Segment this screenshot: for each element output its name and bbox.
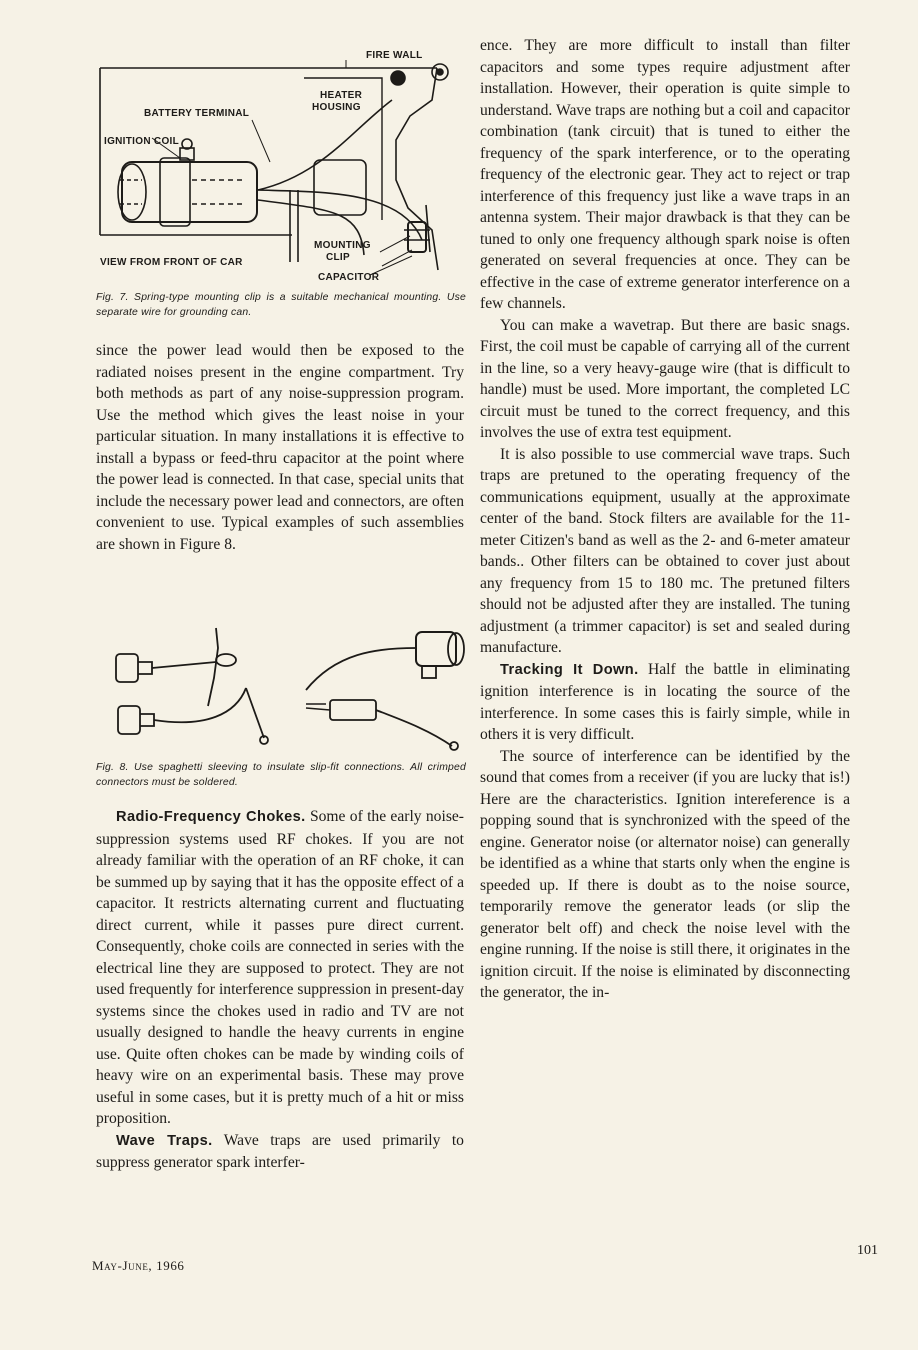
issue-date: May-June, 1966 bbox=[92, 1258, 185, 1273]
right-column bbox=[480, 35, 850, 1004]
page-number: 101 bbox=[857, 1243, 878, 1258]
figure-8-caption: Fig. 8. Use spaghetti sleeving to insulate slip-fit connections. All crimped connectors must be soldered. bbox=[96, 762, 466, 788]
rf-chokes-heading: Radio-Frequency Chokes. bbox=[116, 809, 306, 825]
label-battery-terminal: BATTERY TERMINAL bbox=[144, 108, 250, 119]
label-housing: HOUSING bbox=[312, 102, 361, 113]
label-clip: CLIP bbox=[326, 252, 350, 263]
figure-7-drawing bbox=[92, 40, 464, 285]
figure-7-caption: Fig. 7. Spring-type mounting clip is a suitable mechanical mounting. Use separate wire for grounding can. bbox=[96, 292, 466, 318]
rf-chokes-paragraph bbox=[96, 806, 464, 1130]
figure-7-caption-block bbox=[96, 290, 466, 320]
wave-traps-heading: Wave Traps. bbox=[116, 1132, 213, 1149]
label-ignition-coil: IGNITION COIL bbox=[104, 136, 180, 147]
figure-8-caption-block bbox=[96, 760, 466, 790]
right-paragraph-3: It is also possible to use commercial wave traps. Such traps are pretuned to the operating frequency of the communications equipment, usually at the approximate center of the band. Stock filters are available for the 11-meter Citizen's band as well as the 2- and 6-meter amateur bands.. Other filters can be obtained to cover just about any frequency from 15 to 180 mc. The pretuned filters should not be adjusted after they are installed. The tuning adjustment (a trimmer capacitor) is set and sealed during manufacture. bbox=[480, 445, 850, 656]
label-fire-wall: FIRE WALL bbox=[366, 50, 423, 61]
left-column-bottom bbox=[96, 806, 464, 1174]
tracking-paragraph bbox=[480, 659, 850, 746]
tracking-text: Half the battle in eliminating ignition interference is in locating the source of the interference. In some cases this is fairly simple, while in others it is very difficult. bbox=[480, 660, 850, 743]
right-paragraph-5: The source of interference can be identified by the sound that comes from a receiver (if you are lucky that is!) Here are the characteristics. Ignition intereference is a popping sound that is synchronized with the speed of the engine. Generator noise (or alternator noise) can generally be identified as a whine that starts only when the engine is speeded up. If there is doubt as to the noise source, temporarily remove the generator leads (or slip the generator belt off) and check the noise level with the engine running. If the noise is still there, it originates in the ignition circuit. If the noise is eliminated by disconnecting the generator, the in- bbox=[480, 747, 850, 1001]
right-paragraph-2: You can make a wavetrap. But there are basic snags. First, the coil must be capable of carrying all of the current in the line, so a very heavy-gauge wire (that is difficult to handle) must be used. More important, the completed LC circuit must be tuned to the correct frequency, and this involves the use of extra test equipment. bbox=[480, 316, 850, 441]
label-view: VIEW FROM FRONT OF CAR bbox=[100, 257, 243, 268]
figure-8 bbox=[96, 618, 468, 756]
wave-traps-text: Wave traps are used primarily to suppress generator spark interfer- bbox=[96, 1131, 464, 1171]
right-paragraph-1: ence. They are more difficult to install than filter capacitors and some types require adjustment after installation. However, their operation is quite simple to understand. Wave traps are nothing but a coil and capacitor combination (tank circuit) that is tuned to either the frequency of the spark interference, or to the operating frequency of the electronic gear. They act to reject or trap interference of this frequency just like a wave traps in an antenna system. Their major drawback is that they can be tuned to only one frequency although spark noise is often generated on several frequencies at once. They can be effective in the case of extreme generator interference on a few channels. bbox=[480, 37, 850, 312]
wave-traps-paragraph bbox=[96, 1130, 464, 1174]
label-capacitor: CAPACITOR bbox=[318, 272, 380, 283]
label-heater: HEATER bbox=[320, 90, 363, 101]
rf-chokes-text: Some of the early noise-suppression systems used RF chokes. If you are not already familiar with the operation of an RF choke, it can be summed up by saying that it has the opposite effect of a capacitor. It restricts alternating current and fluctuating direct current, while it passes pure direct current. Consequently, choke coils are connected in series with the electrical line they are supposed to protect. They are not used frequently for interference suppression in present-day systems since the chokes used in radio and TV are not usually designed to handle the heavy currents in engine use. Quite often chokes can be made by winding coils of heavy wire on an experimental basis. These may prove useful in some cases, but it is pretty much of a hit or miss proposition. bbox=[96, 808, 464, 1127]
left-paragraph-1: since the power lead would then be exposed to the radiated noises present in the engine compartment. Try both methods as part of any noise-suppression program. Use the method which gives the least noise in your particular situation. In many installations it is effective to install a bypass or feed-thru capacitor at the point where the power lead is connected. In that case, special units that include the necessary power lead and connectors, are often convenient to use. Typical examples of such assemblies are shown in Figure 8. bbox=[96, 342, 464, 553]
left-column-top bbox=[96, 340, 464, 555]
tracking-heading: Tracking It Down. bbox=[500, 661, 639, 678]
label-mounting: MOUNTING bbox=[314, 240, 371, 251]
figure-8-drawing bbox=[96, 618, 468, 756]
figure-7 bbox=[92, 40, 464, 285]
